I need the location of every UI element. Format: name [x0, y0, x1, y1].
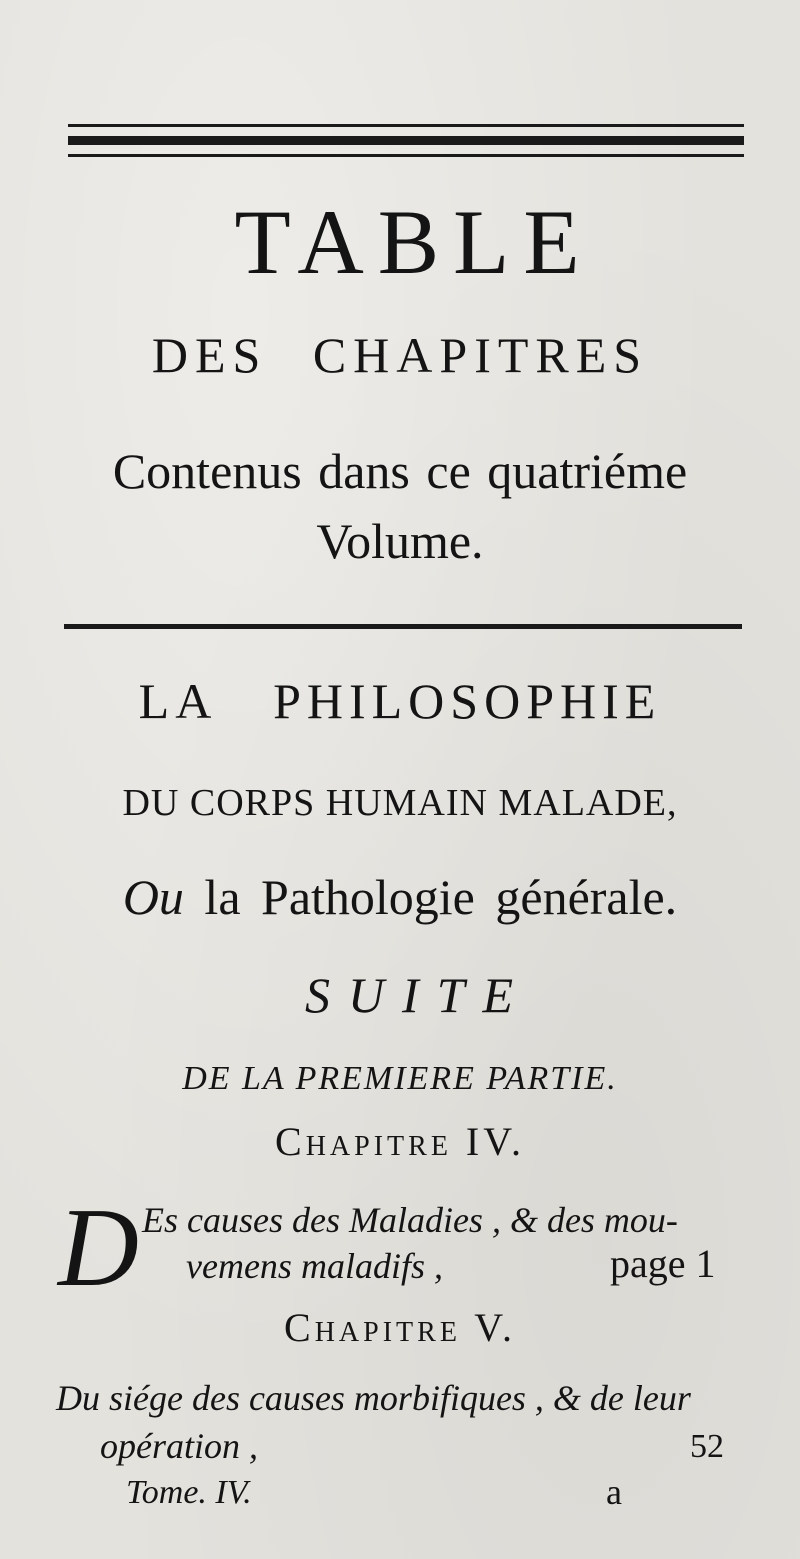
chapter-4-title-line-2: vemens maladifs , [186, 1246, 443, 1286]
volume-label: Tome. IV. [126, 1474, 252, 1511]
contents-line-1: Contenus dans ce quatriéme [112, 443, 688, 499]
alt-title [0, 869, 800, 925]
alt-title-rest: la Pathologie générale. [204, 869, 678, 925]
top-rule-thick [68, 136, 744, 145]
drop-cap: D [58, 1186, 139, 1310]
chapter-heading-5: Chapitre V. [284, 1305, 516, 1350]
top-rule-lower [68, 154, 744, 157]
work-subtitle: DU CORPS HUMAIN MALADE, [122, 782, 678, 824]
chapter-5-title-line-2: opération , [100, 1426, 258, 1466]
chapter-5-title-line-1: Du siége des causes morbifiques , & de leur [56, 1378, 691, 1418]
page-title: TABLE [234, 191, 594, 293]
suite-heading: SUITE [304, 967, 532, 1023]
top-rule-upper [68, 124, 744, 127]
contents-line-2: Volume. [316, 513, 484, 569]
chapter-heading-4: Chapitre IV. [275, 1119, 525, 1164]
page-subtitle: DES CHAPITRES [151, 327, 649, 383]
signature-mark: a [606, 1472, 622, 1512]
part-heading: DE LA PREMIERE PARTIE. [182, 1060, 618, 1097]
work-title: LA PHILOSOPHIE [138, 673, 662, 729]
chapter-5-page-number: 52 [690, 1428, 724, 1465]
alt-title-prefix: Ou [122, 869, 184, 925]
middle-rule [64, 624, 742, 629]
chapter-4-title-line-1: Es causes des Maladies , & des mou- [142, 1200, 678, 1240]
chapter-4-page-number: page 1 [610, 1241, 716, 1286]
